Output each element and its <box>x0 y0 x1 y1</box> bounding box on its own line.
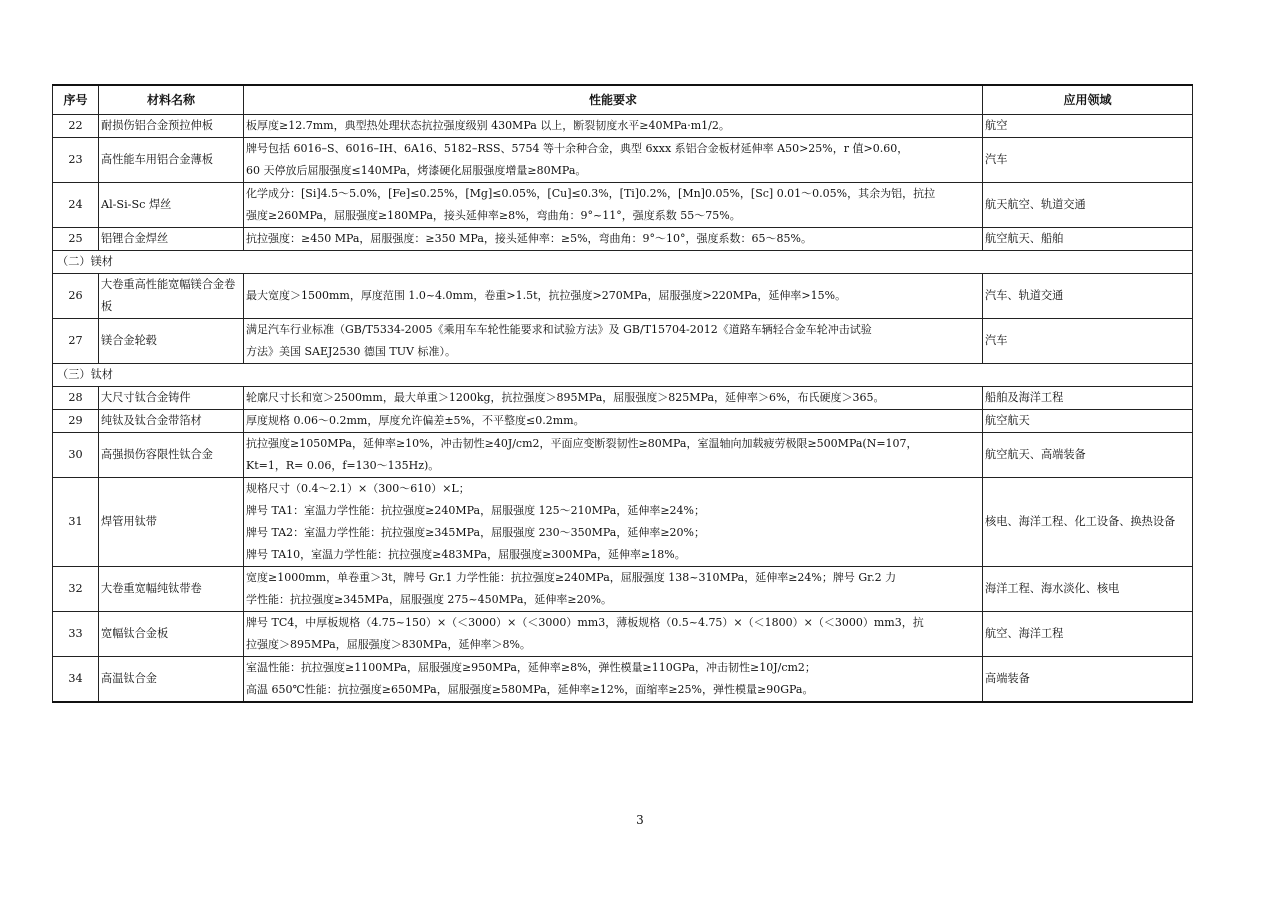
application-field: 航空航天、船舶 <box>983 228 1193 251</box>
requirements-cell <box>244 319 983 364</box>
header-no: 序号 <box>53 85 99 115</box>
requirement-line: 抗拉强度≥1050MPa，延伸率≥10%，冲击韧性≥40J/cm2，平面应变断裂韧性≥80MPa，室温轴向加载疲劳极限≥500MPa(N=107， <box>246 437 918 450</box>
table-row <box>53 183 1193 228</box>
table-row <box>53 138 1193 183</box>
table-row <box>53 567 1193 612</box>
requirement-line: 化学成分：[Si]4.5～5.0%，[Fe]≤0.25%，[Mg]≤0.05%，[Cu]≤0.3%，[Ti]0.2%，[Mn]0.05%，[Sc] 0.01～0.05%，其余为铝，抗拉 <box>246 187 936 200</box>
table-row <box>53 478 1193 567</box>
application-field: 汽车、轨道交通 <box>983 274 1193 319</box>
row-number: 27 <box>53 319 99 364</box>
requirement-line: 室温性能：抗拉强度≥1100MPa，屈服强度≥950MPa，延伸率≥8%，弹性模量≥110GPa，冲击韧性≥10J/cm2； <box>246 661 816 674</box>
table-row <box>53 410 1193 433</box>
material-name: 镁合金轮毂 <box>99 319 244 364</box>
application-field: 高端装备 <box>983 657 1193 703</box>
material-name: 高性能车用铝合金薄板 <box>99 138 244 183</box>
table-row <box>53 387 1193 410</box>
application-field: 汽车 <box>983 319 1193 364</box>
material-name: 高强损伤容限性钛合金 <box>99 433 244 478</box>
row-number: 28 <box>53 387 99 410</box>
material-name: 大尺寸钛合金铸件 <box>99 387 244 410</box>
section-row <box>53 364 1193 387</box>
table-row <box>53 274 1193 319</box>
application-field: 航空、海洋工程 <box>983 612 1193 657</box>
requirements-cell <box>244 567 983 612</box>
application-field: 海洋工程、海水淡化、核电 <box>983 567 1193 612</box>
requirement-line: 方法》美国 SAEJ2530 德国 TUV 标准）。 <box>246 345 456 358</box>
requirements-cell <box>244 657 983 703</box>
requirement-line: 牌号 TC4，中厚板规格（4.75~150）×（＜3000）×（＜3000）mm3，薄板规格（0.5~4.75）×（＜1800）×（＜3000）mm3，抗 <box>246 616 924 629</box>
table-row <box>53 612 1193 657</box>
section-row <box>53 251 1193 274</box>
row-number: 29 <box>53 410 99 433</box>
application-field: 航空 <box>983 115 1193 138</box>
application-field: 核电、海洋工程、化工设备、换热设备 <box>983 478 1193 567</box>
requirements-cell <box>244 183 983 228</box>
requirement-line: 强度≥260MPa，屈服强度≥180MPa，接头延伸率≥8%，弯曲角：9°~11°，强度系数 55～75%。 <box>246 209 741 222</box>
header-application-field: 应用领域 <box>983 85 1193 115</box>
row-number: 23 <box>53 138 99 183</box>
material-name: 焊管用钛带 <box>99 478 244 567</box>
row-number: 26 <box>53 274 99 319</box>
requirements-cell <box>244 138 983 183</box>
table-row <box>53 433 1193 478</box>
material-name: 大卷重高性能宽幅镁合金卷板 <box>99 274 244 319</box>
requirements-cell <box>244 612 983 657</box>
requirement-line: 牌号 TA10，室温力学性能：抗拉强度≥483MPa，屈服强度≥300MPa，延伸率≥18%。 <box>246 548 686 561</box>
requirement-line: 60 天停放后屈服强度≤140MPa，烤漆硬化屈服强度增量≥80MPa。 <box>246 164 587 177</box>
requirement-line: 牌号 TA2：室温力学性能：抗拉强度≥345MPa，屈服强度 230～350MPa，延伸率≥20%； <box>246 526 705 539</box>
row-number: 24 <box>53 183 99 228</box>
requirements-cell <box>244 410 983 433</box>
requirements-cell <box>244 274 983 319</box>
requirement-line: 拉强度＞895MPa，屈服强度＞830MPa，延伸率＞8%。 <box>246 638 531 651</box>
table-row <box>53 319 1193 364</box>
material-name: 铝锂合金焊丝 <box>99 228 244 251</box>
material-name: 大卷重宽幅纯钛带卷 <box>99 567 244 612</box>
requirements-cell <box>244 387 983 410</box>
table-header-row <box>53 85 1193 115</box>
table-row <box>53 115 1193 138</box>
requirements-cell <box>244 478 983 567</box>
requirement-line: 学性能：抗拉强度≥345MPa，屈服强度 275~450MPa，延伸率≥20%。 <box>246 593 613 606</box>
requirement-line: 宽度≥1000mm，单卷重＞3t，牌号 Gr.1 力学性能：抗拉强度≥240MPa，屈服强度 138~310MPa，延伸率≥24%；牌号 Gr.2 力 <box>246 571 897 584</box>
requirement-line: 最大宽度＞1500mm，厚度范围 1.0~4.0mm，卷重>1.5t，抗拉强度>270MPa，屈服强度>220MPa，延伸率>15%。 <box>246 289 847 302</box>
section-label: （三）钛材 <box>53 364 1193 387</box>
row-number: 31 <box>53 478 99 567</box>
material-name: 纯钛及钛合金带箔材 <box>99 410 244 433</box>
row-number: 32 <box>53 567 99 612</box>
requirement-line: 满足汽车行业标准（GB/T5334-2005《乘用车车轮性能要求和试验方法》及 GB/T15704-2012《道路车辆轻合金车轮冲击试验 <box>246 323 872 336</box>
row-number: 25 <box>53 228 99 251</box>
row-number: 30 <box>53 433 99 478</box>
application-field: 船舶及海洋工程 <box>983 387 1193 410</box>
table-row <box>53 228 1193 251</box>
requirement-line: 牌号包括 6016–S、6016–IH、6A16、5182–RSS、5754 等十余种合金，典型 6xxx 系铝合金板材延伸率 A50>25%，r 值>0.60， <box>246 142 909 155</box>
requirement-line: 规格尺寸（0.4～2.1）×（300～610）×L； <box>246 482 470 495</box>
header-material-name: 材料名称 <box>99 85 244 115</box>
requirement-line: 板厚度≥12.7mm，典型热处理状态抗拉强度级别 430MPa 以上，断裂韧度水平≥40MPa·m1/2。 <box>246 119 730 132</box>
header-requirements: 性能要求 <box>244 85 983 115</box>
requirement-line: 厚度规格 0.06～0.2mm，厚度允许偏差±5%，不平整度≤0.2mm。 <box>246 414 585 427</box>
row-number: 34 <box>53 657 99 703</box>
application-field: 航空航天 <box>983 410 1193 433</box>
table-row <box>53 657 1193 703</box>
requirement-line: 轮廓尺寸长和宽＞2500mm，最大单重＞1200kg，抗拉强度＞895MPa，屈服强度＞825MPa，延伸率＞6%，布氏硬度＞365。 <box>246 391 885 404</box>
material-name: 耐损伤铝合金预拉伸板 <box>99 115 244 138</box>
requirements-cell <box>244 433 983 478</box>
row-number: 22 <box>53 115 99 138</box>
requirements-cell <box>244 228 983 251</box>
application-field: 航空航天、高端装备 <box>983 433 1193 478</box>
material-name: Al-Si-Sc 焊丝 <box>99 183 244 228</box>
section-label: （二）镁材 <box>53 251 1193 274</box>
materials-table <box>52 84 1193 703</box>
requirement-line: 抗拉强度：≥450 MPa，屈服强度：≥350 MPa，接头延伸率：≥5%，弯曲角：9°～10°，强度系数：65～85%。 <box>246 232 812 245</box>
page-number: 3 <box>636 813 644 827</box>
application-field: 航天航空、轨道交通 <box>983 183 1193 228</box>
requirements-cell <box>244 115 983 138</box>
material-name: 宽幅钛合金板 <box>99 612 244 657</box>
requirement-line: 牌号 TA1：室温力学性能：抗拉强度≥240MPa，屈服强度 125～210MPa，延伸率≥24%； <box>246 504 705 517</box>
material-name: 高温钛合金 <box>99 657 244 703</box>
requirement-line: Kt=1，R= 0.06，f=130～135Hz)。 <box>246 459 440 472</box>
row-number: 33 <box>53 612 99 657</box>
application-field: 汽车 <box>983 138 1193 183</box>
requirement-line: 高温 650℃性能：抗拉强度≥650MPa，屈服强度≥580MPa，延伸率≥12%，面缩率≥25%，弹性模量≥90GPa。 <box>246 683 814 696</box>
